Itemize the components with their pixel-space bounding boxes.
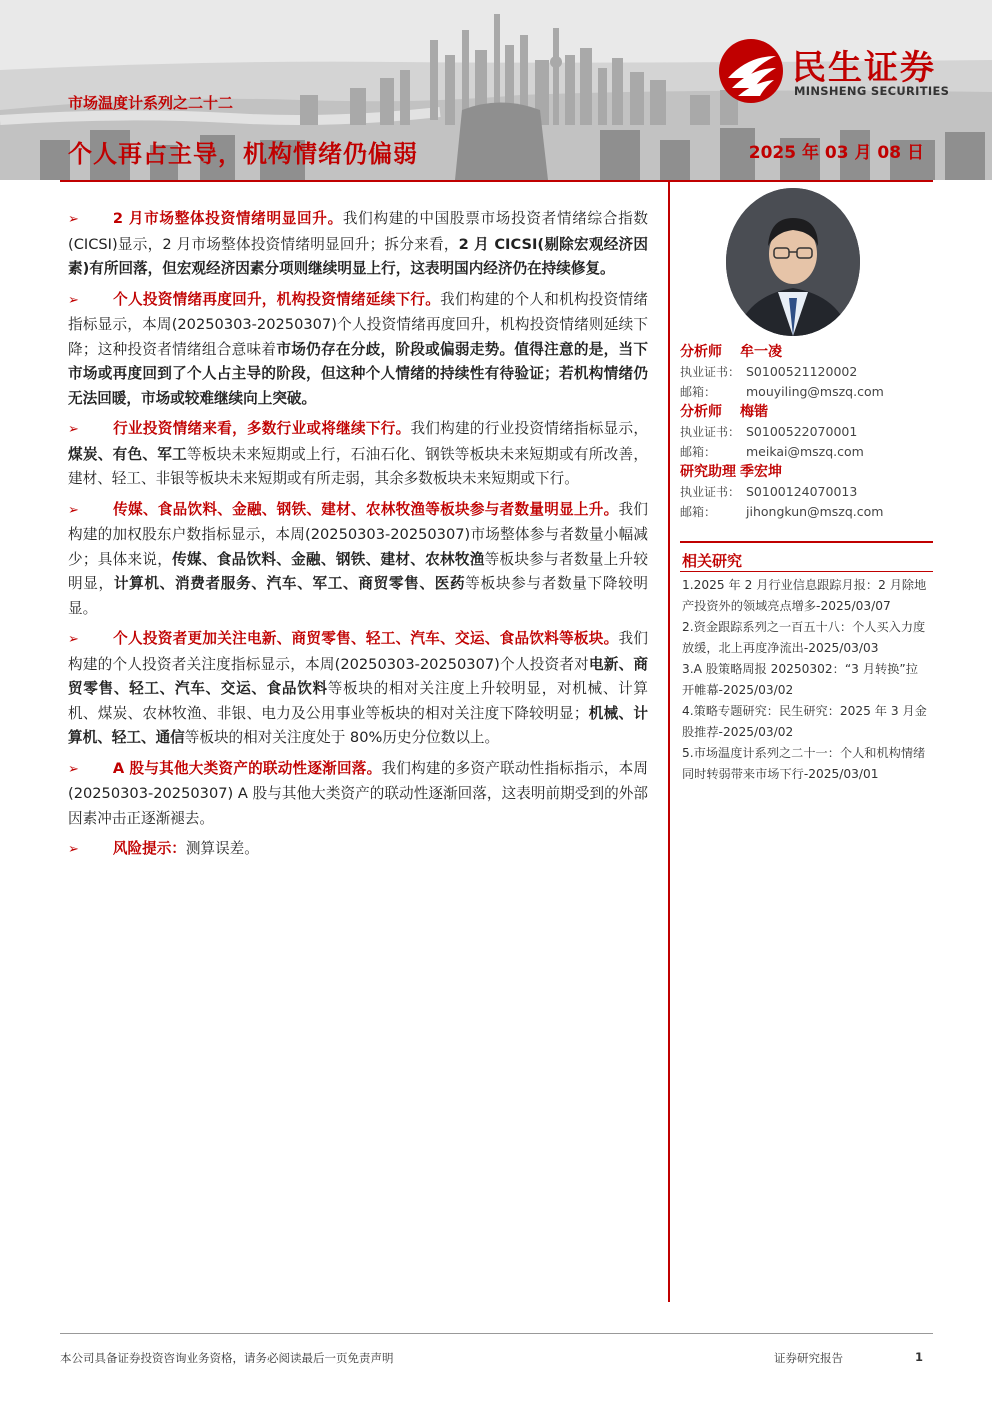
footer-report-type: 证券研究报告	[774, 1351, 843, 1365]
summary-section	[68, 207, 648, 869]
bullet-headline: 行业投资情绪来看，多数行业或将继续下行。	[112, 420, 411, 437]
analyst-photo	[726, 188, 860, 336]
bullet-text: 等板块参与者数量上升较明显，	[68, 550, 648, 592]
column-divider	[668, 180, 670, 1302]
analyst-cert-row	[680, 422, 935, 442]
summary-bullet	[68, 627, 648, 751]
page-number: 1	[915, 1350, 924, 1364]
bullet-arrow-icon: ➢	[68, 292, 79, 308]
related-item[interactable]: 5.市场温度计系列之二十一：个人和机构情绪同时转弱带来市场下行-2025/03/01	[682, 746, 926, 781]
bullet-text: 我们构建的个人投资者关注度指标显示，本周(20250303-20250307)个人投资者对	[68, 630, 648, 673]
related-title: 相关研究	[682, 552, 743, 570]
report-date: 2025 年 03 月 08 日	[748, 143, 924, 163]
analyst-email-link[interactable]: mouyiling@mszq.com	[746, 384, 884, 399]
minsheng-logo	[718, 36, 968, 106]
summary-bullet	[68, 288, 648, 412]
bullet-arrow-icon: ➢	[68, 842, 79, 857]
bullet-headline: 个人投资者更加关注电新、商贸零售、轻工、汽车、交运、食品饮料等板块。	[112, 630, 619, 647]
bullet-text: 我们构建的多资产联动性指标指示，本周(20250303-20250307) A 股与其他大类资产的联动性逐渐回落，这表明前期受到的外部因素冲击正逐渐褪去。	[68, 759, 648, 827]
analyst-role: 分析师	[680, 344, 722, 360]
footer-divider	[60, 1333, 933, 1334]
summary-bullet	[68, 417, 648, 492]
summary-bullet	[68, 757, 648, 832]
analyst-email-row	[680, 502, 935, 522]
analyst-email-row	[680, 442, 935, 462]
analyst-email-row	[680, 382, 935, 402]
bullet-text: 测算误差。	[185, 840, 259, 857]
minsheng-logo-icon	[718, 38, 784, 104]
summary-bullet	[68, 498, 648, 622]
bullet-headline: 风险提示：	[112, 840, 186, 857]
bullet-arrow-icon: ➢	[68, 212, 79, 227]
email-label: 邮箱：	[680, 505, 717, 519]
bullet-headline: 个人投资情绪再度回升，机构投资情绪延续下行。	[112, 290, 441, 308]
analyst-name-row	[680, 342, 935, 362]
bullet-text: 市场仍存在分歧，阶段或偏弱走势。值得注意的是，当下市场或再度回到了个人占主导的阶段，但这种个人情绪的持续性有待验证；若机构情绪仍无法回暖，市场或较难继续向上突破。	[68, 340, 648, 407]
report-title: 个人再占主导，机构情绪仍偏弱	[68, 140, 418, 168]
analyst-email-link[interactable]: jihongkun@mszq.com	[746, 504, 884, 519]
bullet-text: 我们构建的个人和机构投资情绪指标显示，本周(20250303-20250307)个人投资情绪再度回升，机构投资情绪则延续下降；这种投资者情绪组合意味着	[68, 290, 648, 358]
bullet-headline: 传媒、食品饮料、金融、钢铁、建材、农林牧渔等板块参与者数量明显上升。	[112, 500, 619, 518]
bullet-arrow-icon: ➢	[68, 761, 79, 777]
analyst-name-row	[680, 462, 935, 482]
bullet-arrow-icon: ➢	[68, 422, 79, 437]
analyst-list	[680, 342, 935, 522]
cert-label: 执业证书：	[680, 425, 741, 439]
related-item[interactable]: 4.策略专题研究：民生研究：2025 年 3 月金股推荐-2025/03/02	[682, 704, 927, 739]
cert-label: 执业证书：	[680, 485, 741, 499]
logo-text-cn: 民生证券	[792, 48, 936, 88]
bullet-text: 等板块参与者数量下降较明显。	[68, 575, 648, 617]
header-divider	[60, 180, 933, 182]
summary-bullet	[68, 837, 648, 863]
bullet-arrow-icon: ➢	[68, 632, 79, 647]
related-item[interactable]: 1.2025 年 2 月行业信息跟踪月报：2 月除地产投资外的领域亮点增多-2025/03/07	[682, 578, 927, 613]
cert-number: S0100521120002	[746, 364, 858, 379]
bullet-text: 传媒、食品饮料、金融、钢铁、建材、农林牧渔	[172, 550, 485, 568]
bullet-text: 煤炭、有色、军工	[68, 445, 188, 463]
bullet-headline: A 股与其他大类资产的联动性逐渐回落。	[112, 759, 382, 777]
bullet-text: 2 月 CICSI(剔除宏观经济因素)有所回落，但宏观经济因素分项则继续明显上行，这表明国内经济仍在持续修复。	[68, 235, 648, 277]
analyst-cert-row	[680, 362, 935, 382]
cert-number: S0100522070001	[746, 424, 858, 439]
bullet-text: 等板块的相对关注度处于 80%历史分位数以上。	[184, 729, 500, 746]
analyst-email-link[interactable]: meikai@mszq.com	[746, 444, 864, 459]
related-divider-bottom	[680, 571, 933, 572]
bullet-text: 我们构建的行业投资情绪指标显示，	[410, 420, 648, 437]
header-banner	[0, 0, 992, 180]
analyst-name: 梅锴	[740, 404, 768, 420]
email-label: 邮箱：	[680, 385, 717, 399]
bullet-text: 电新、商贸零售、轻工、汽车、交运、食品饮料	[68, 655, 648, 697]
related-item[interactable]: 3.A 股策略周报 20250302：“3 月转换”拉开帷幕-2025/03/02	[682, 662, 918, 697]
bullet-text: 计算机、消费者服务、汽车、军工、商贸零售、医药	[113, 575, 466, 592]
bullet-text: 我们构建的加权股东户数指标显示，本周(20250303-20250307)市场整体参与者数量小幅减少；具体来说，	[68, 500, 648, 568]
analyst-name: 季宏坤	[740, 464, 782, 480]
cert-label: 执业证书：	[680, 365, 741, 379]
analyst-name-row	[680, 402, 935, 422]
analyst-name: 牟一凌	[740, 344, 782, 360]
bullet-text: 等板块未来短期或上行，石油石化、钢铁等板块未来短期或有所改善，建材、轻工、非银等板块未来短期或有所走弱，其余多数板块未来短期或下行。	[68, 445, 648, 487]
bullet-text: 等板块的相对关注度上升较明显，对机械、计算机、煤炭、农林牧渔、非银、电力及公用事业等板块的相对关注度下降较明显；	[68, 680, 648, 722]
bullet-arrow-icon: ➢	[68, 502, 79, 518]
analyst-role: 研究助理	[680, 464, 736, 480]
footer-disclaimer: 本公司具备证券投资咨询业务资格，请务必阅读最后一页免责声明	[60, 1351, 394, 1365]
bullet-text: 我们构建的中国股票市场投资者情绪综合指数(CICSI)显示，2 月市场整体投资情绪明显回升；拆分来看，	[68, 210, 648, 253]
cert-number: S0100124070013	[746, 484, 858, 499]
email-label: 邮箱：	[680, 445, 717, 459]
related-divider-top	[680, 541, 933, 543]
bullet-headline: 2 月市场整体投资情绪明显回升。	[112, 210, 343, 227]
logo-text-en: MINSHENG SECURITIES	[794, 84, 950, 98]
related-item[interactable]: 2.资金跟踪系列之一百五十八：个人买入力度放缓，北上再度净流出-2025/03/03	[682, 620, 926, 655]
analyst-role: 分析师	[680, 404, 722, 420]
bullet-text: 机械、计算机、轻工、通信	[68, 704, 648, 746]
related-list	[682, 575, 927, 785]
report-series: 市场温度计系列之二十二	[68, 94, 234, 112]
analyst-cert-row	[680, 482, 935, 502]
summary-bullet	[68, 207, 648, 282]
